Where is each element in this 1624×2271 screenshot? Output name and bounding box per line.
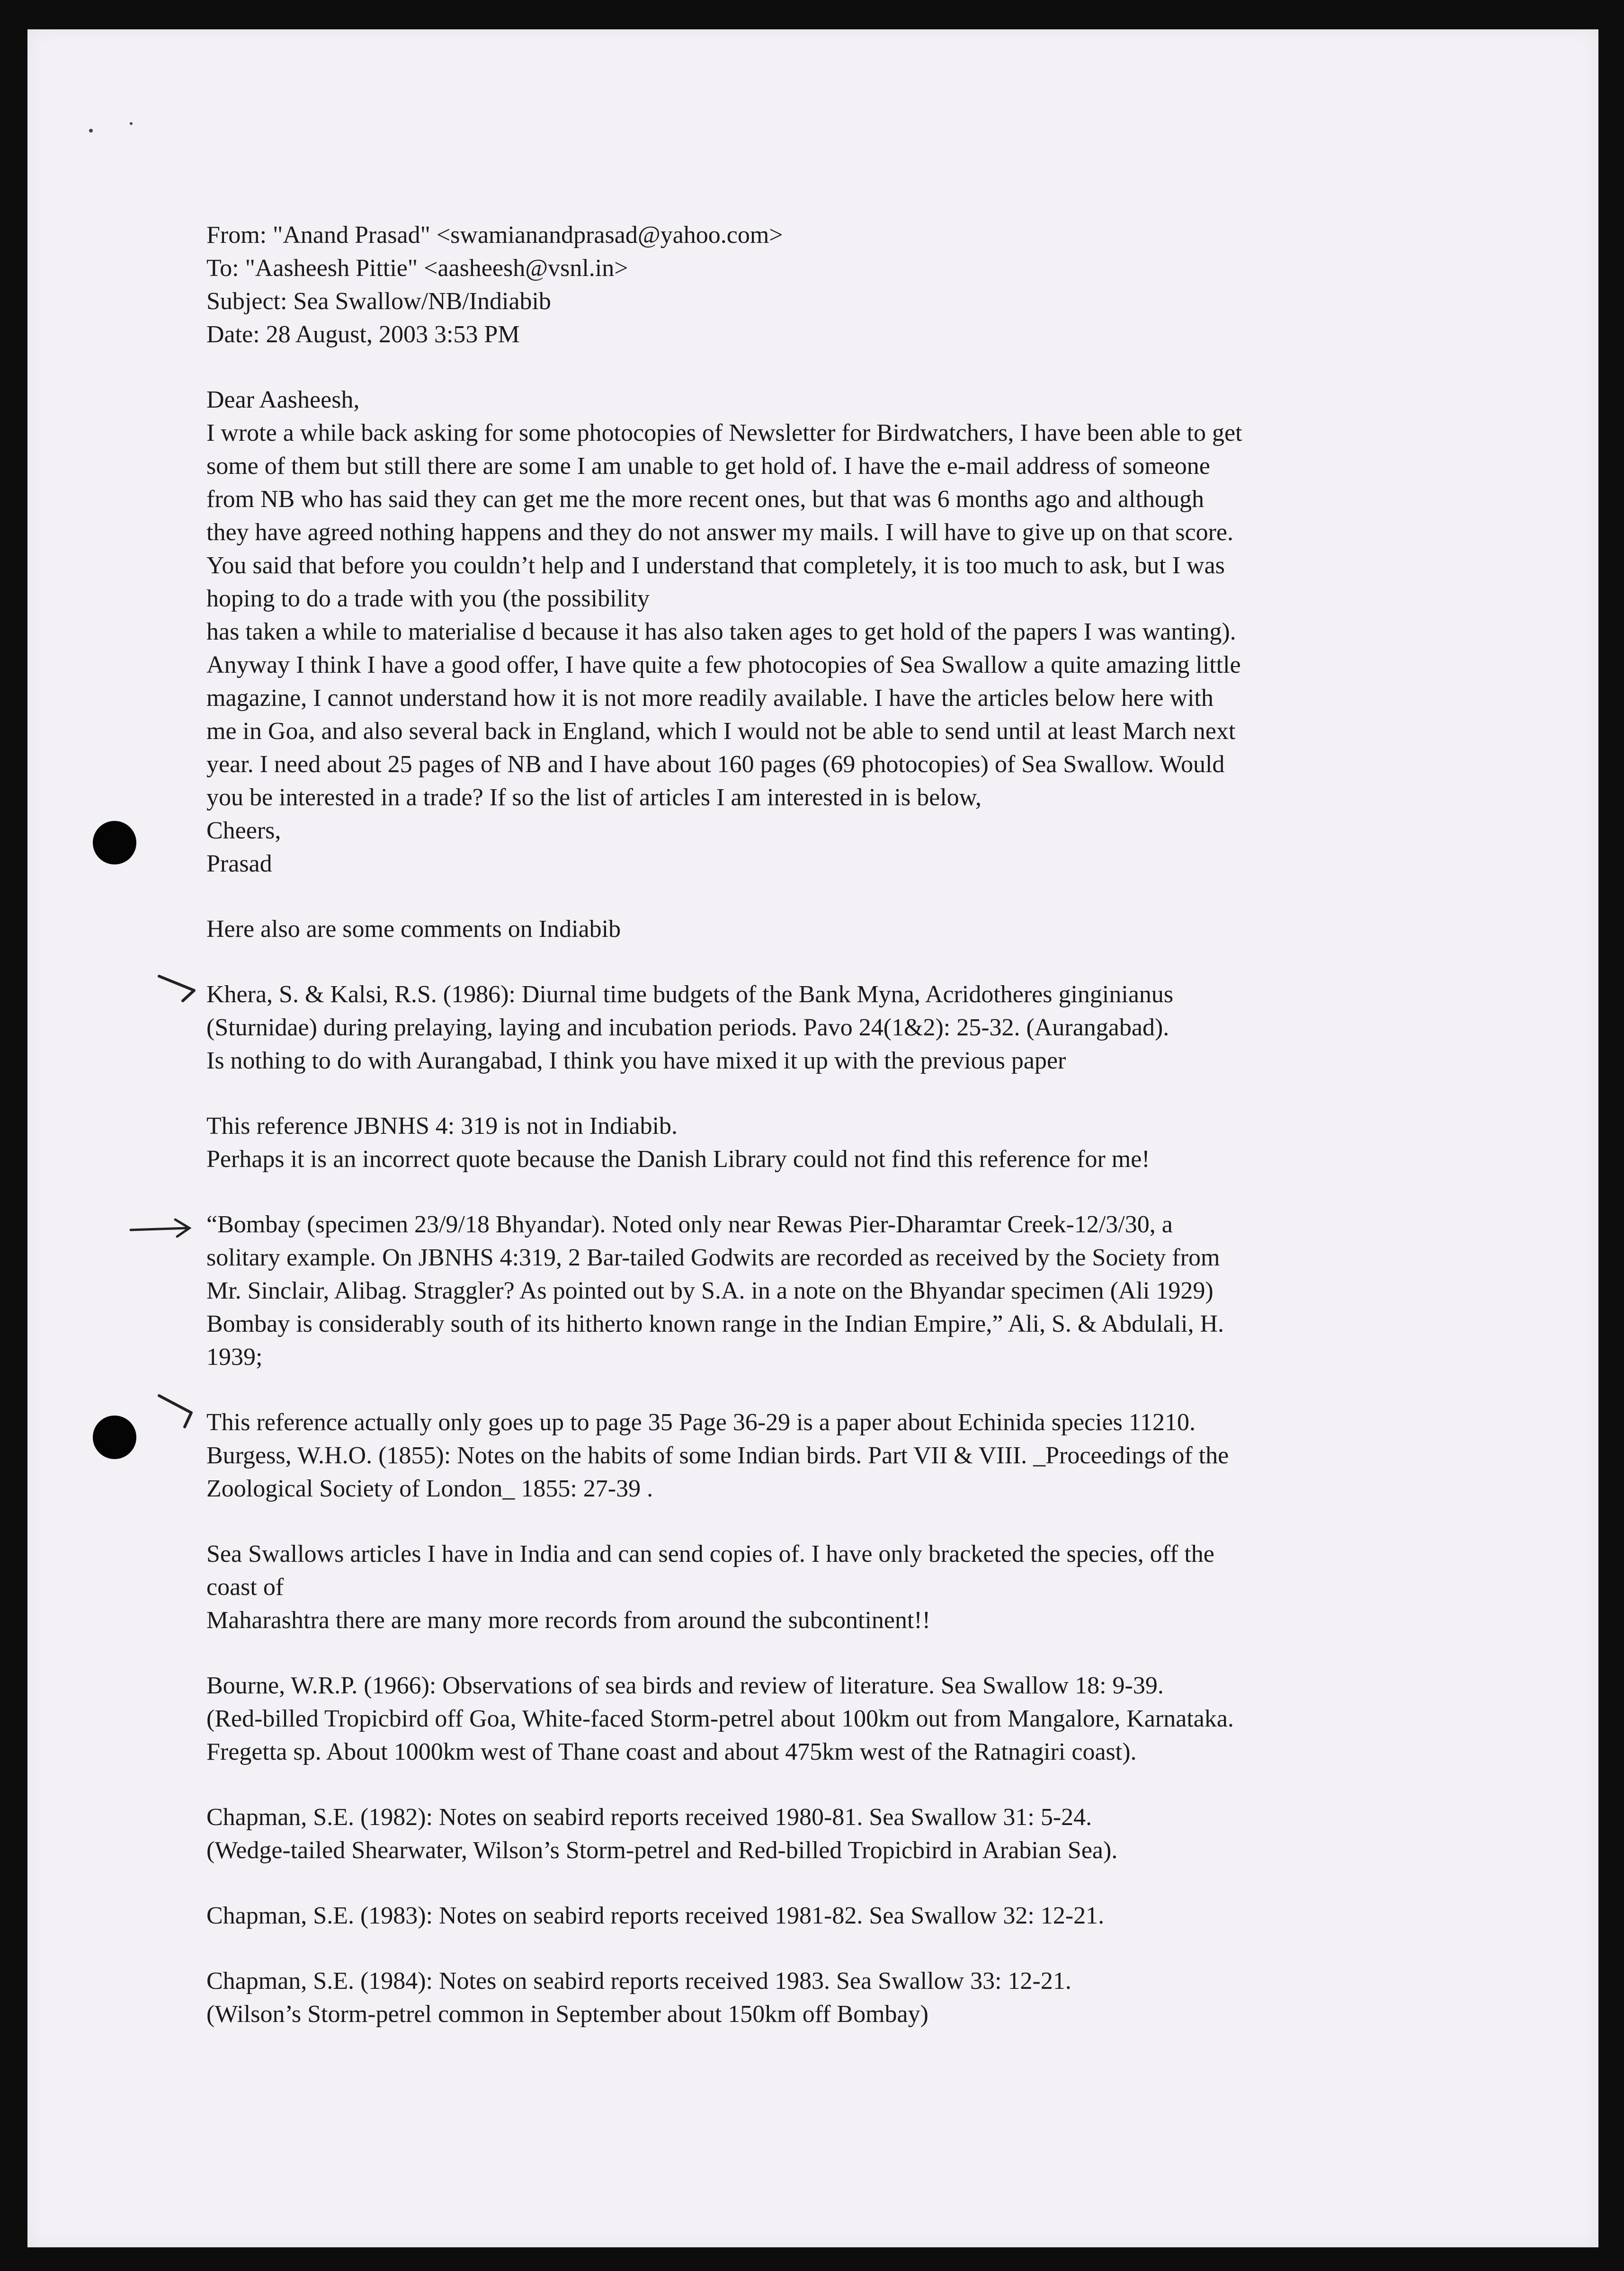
comment-burgess: This reference actually only goes up to page 35 Page 36-29 is a paper about Echinida species 11210. Burgess, W.H.O. (1855): Notes on the habits of some Indian birds. Part VII & VIII. _Proceedings of the Zoological Society of London_ 1855: 27-39 .	[206, 1409, 1229, 1502]
reference-chapman-1984: Chapman, S.E. (1984): Notes on seabird reports received 1983. Sea Swallow 33: 12-21. (Wilson’s Storm-petrel common in September about 150km off Bombay)	[206, 1968, 1071, 2028]
handwritten-arrow-mark	[128, 1216, 194, 1239]
spacer	[206, 1374, 1447, 1406]
spacer	[206, 1769, 1447, 1801]
spacer	[206, 1176, 1447, 1208]
spacer	[206, 1078, 1447, 1110]
email-from: From: "Anand Prasad" <swamianandprasad@yahoo.com>	[206, 222, 783, 249]
letter-signature: Prasad	[206, 850, 272, 877]
punch-hole-top	[93, 821, 136, 864]
dust-speck	[130, 122, 133, 125]
punch-hole-bottom	[93, 1416, 136, 1459]
sea-swallow-intro: Sea Swallows articles I have in India and can send copies of. I have only bracketed the species, off the coast of Maharashtra there are many more records from around the subcontinent!!	[206, 1541, 1214, 1634]
spacer	[206, 881, 1447, 913]
reference-chapman-1983: Chapman, S.E. (1983): Notes on seabird reports received 1981-82. Sea Swallow 32: 12-21.	[206, 1902, 1105, 1929]
reference-bourne-1966: Bourne, W.R.P. (1966): Observations of sea birds and review of literature. Sea Swallow 18: 9-39. (Red-billed Tropicbird off Goa, White-faced Storm-petrel about 100km out from Mangalore, Karnataka. Fregetta sp. About 1000km west of Thane coast and about 475km west of the Ratnagiri coast).	[206, 1672, 1234, 1765]
spacer	[206, 1637, 1447, 1669]
spacer	[206, 1867, 1447, 1899]
dust-speck	[89, 129, 93, 133]
comment-bombay: “Bombay (specimen 23/9/18 Bhyandar). Noted only near Rewas Pier-Dharamtar Creek-12/3/30, a solitary example. On JBNHS 4:319, 2 Bar-tailed Godwits are recorded as received by the Society from Mr. Sinclair, Alibag. Straggler? As pointed out by S.A. in a note on the Bhyandar specimen (Ali 1929) Bombay is considerably south of its hitherto known range in the Indian Empire,” Ali, S. & Abdulali, H. 1939;	[206, 1211, 1224, 1371]
indiabib-intro: Here also are some comments on Indiabib	[206, 916, 621, 943]
reference-chapman-1982: Chapman, S.E. (1982): Notes on seabird reports received 1980-81. Sea Swallow 31: 5-24. (Wedge-tailed Shearwater, Wilson’s Storm-petrel and Red-billed Tropicbird in Arabian Sea).	[206, 1804, 1118, 1864]
email-to: To: "Aasheesh Pittie" <aasheesh@vsnl.in>	[206, 255, 628, 282]
spacer	[206, 351, 1447, 383]
handwritten-tick-mark	[156, 1393, 199, 1431]
comment-jbnhs: This reference JBNHS 4: 319 is not in Indiabib. Perhaps it is an incorrect quote because the Danish Library could not find this reference for me!	[206, 1113, 1150, 1173]
spacer	[206, 1933, 1447, 1965]
spacer	[206, 1505, 1447, 1538]
email-date: Date: 28 August, 2003 3:53 PM	[206, 321, 520, 348]
letter-body: I wrote a while back asking for some photocopies of Newsletter for Birdwatchers, I have been able to get some of them but still there are some I am unable to get hold of. I have the e-mail address of someone from NB who has said they can get me the more recent ones, but that was 6 months ago and although they have agreed nothing happens and they do not answer my mails. I will have to give up on that score. You said that before you couldn’t help and I understand that completely, it is too much to ask, but I was hoping to do a trade with you (the possibility has taken a while to materialise d because it has also taken ages to get hold of the papers I was wanting). Anyway I think I have a good offer, I have quite a few photocopies of Sea Swallow a quite amazing little magazine, I cannot understand how it is not more readily available. I have the articles below here with me in Goa, and also several back in England, which I would not be able to send until at least March next year. I need about 25 pages of NB and I have about 160 pages (69 photocopies) of Sea Swallow. Would you be interested in a trade? If so the list of articles I am interested in is below,	[206, 419, 1242, 811]
email-subject: Subject: Sea Swallow/NB/Indiabib	[206, 288, 551, 315]
handwritten-tick-mark	[156, 971, 199, 1005]
comment-khera: Khera, S. & Kalsi, R.S. (1986): Diurnal time budgets of the Bank Myna, Acridotheres ginginianus (Sturnidae) during prelaying, laying and incubation periods. Pavo 24(1&2): 25-32. (Aurangabad). Is nothing to do with Aurangabad, I think you have mixed it up with the previous paper	[206, 981, 1174, 1074]
letter-greeting: Dear Aasheesh,	[206, 386, 360, 413]
letter-closing: Cheers,	[206, 817, 281, 844]
letter-text	[206, 219, 1447, 2031]
spacer	[206, 946, 1447, 978]
